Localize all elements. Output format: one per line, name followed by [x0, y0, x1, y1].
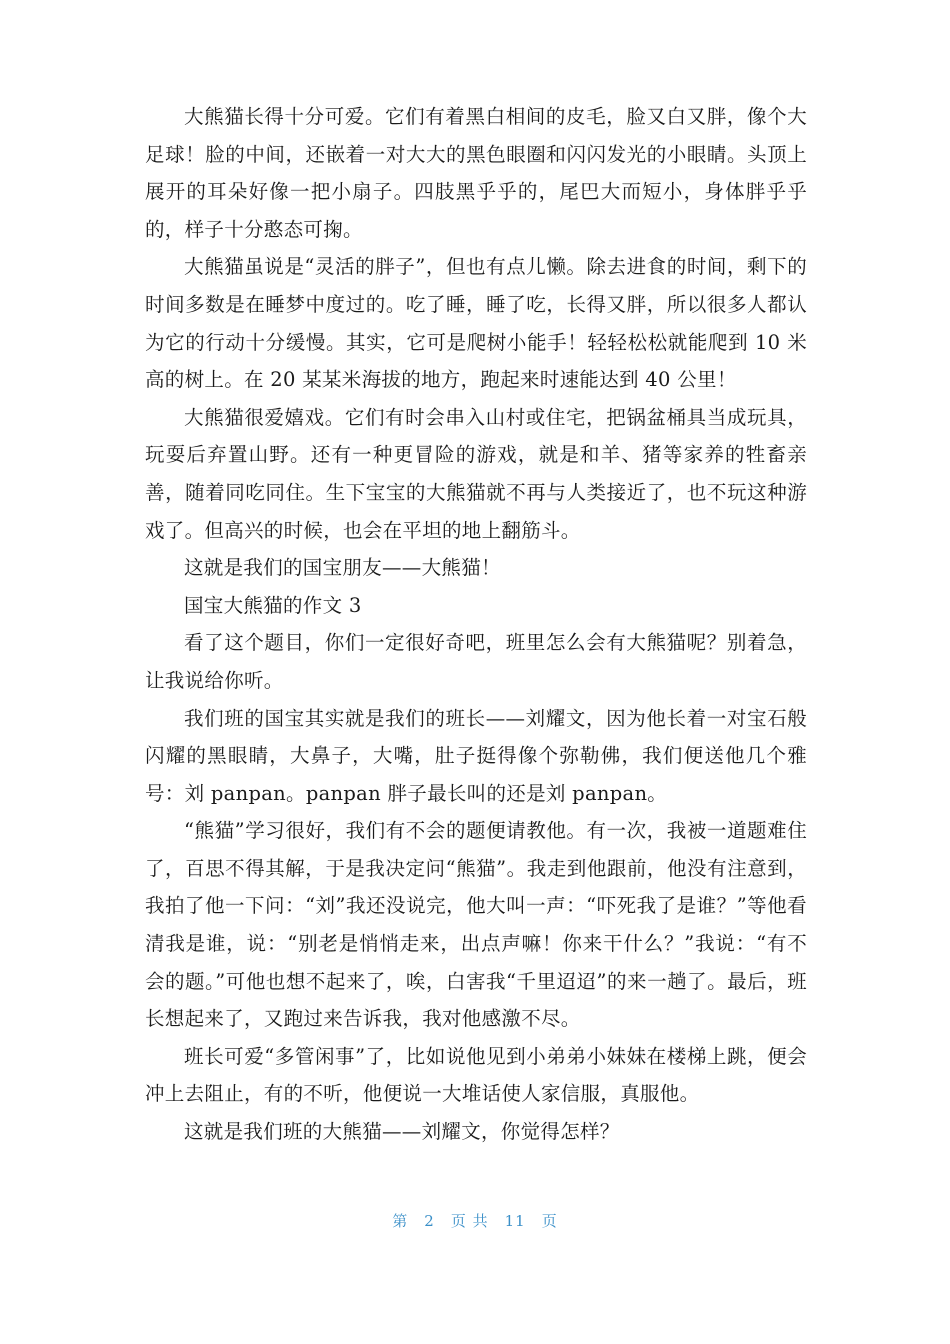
paragraph: 这就是我们班的大熊猫——刘耀文，你觉得怎样？	[184, 1120, 620, 1144]
paragraph: 大熊猫很爱嬉戏。它们有时会串入山村或住宅，把锅盆桶具当成玩具，玩耍后弃置山野。还有一种更冒险的游戏，就是和羊、猪等家养的牲畜亲善，随着同吃同住。生下宝宝的大熊猫就不再与人类接近了，也不玩这种游戏了。但高兴的时候，也会在平坦的地上翻筋斗。	[145, 405, 807, 542]
paragraph: 看了这个题目，你们一定很好奇吧，班里怎么会有大熊猫呢？别着急，让我说给你听。	[145, 631, 807, 692]
paragraph: 这就是我们的国宝朋友——大熊猫！	[184, 556, 501, 580]
footer-current-page: 2	[424, 1212, 435, 1230]
footer-total-pages: 11	[504, 1212, 526, 1230]
paragraph: 大熊猫虽说是“灵活的胖子”，但也有点儿懒。除去进食的时间，剩下的时间多数是在睡梦中度过的。吃了睡，睡了吃，长得又胖，所以很多人都认为它的行动十分缓慢。其实，它可是爬树小能手！轻轻松松就能爬到 10 米高的树上。在 20 某某米海拔的地方，跑起来时速能达到 40 公里！	[145, 255, 807, 392]
paragraph: 大熊猫长得十分可爱。它们有着黑白相间的皮毛，脸又白又胖，像个大足球！脸的中间，还嵌着一对大大的黑色眼圈和闪闪发光的小眼睛。头顶上展开的耳朵好像一把小扇子。四肢黑乎乎的，尾巴大而短小，身体胖乎乎的，样子十分憨态可掬。	[145, 105, 807, 241]
paragraph: 我们班的国宝其实就是我们的班长——刘耀文，因为他长着一对宝石般闪耀的黑眼睛，大鼻子，大嘴，肚子挺得像个弥勒佛，我们便送他几个雅号：刘 panpan。panpan 胖子最长叫的还是刘 panpan。	[145, 706, 807, 805]
paragraph: “熊猫”学习很好，我们有不会的题便请教他。有一次，我被一道题难住了，百思不得其解，于是我决定问“熊猫”。我走到他跟前，他没有注意到，我拍了他一下问：“刘”我还没说完，他大叫一声：“吓死我了是谁？”等他看清我是谁，说：“别老是悄悄走来，出点声嘛！你来干什么？”我说：“有不会的题。”可他也想不起来了，唉，白害我“千里迢迢”的来一趟了。最后，班长想起来了，又跑过来告诉我，我对他感激不尽。	[145, 819, 807, 1031]
document-body	[145, 98, 807, 1151]
page-footer	[0, 1210, 950, 1231]
section-heading: 国宝大熊猫的作文 3	[184, 593, 362, 617]
footer-label-page: 第	[392, 1212, 409, 1230]
footer-label-end: 页	[541, 1212, 558, 1230]
paragraph: 班长可爱“多管闲事”了，比如说他见到小弟弟小妹妹在楼梯上跳，便会冲上去阻止，有的不听，他便说一大堆话使人家信服，真服他。	[145, 1044, 807, 1106]
footer-label-of: 页 共	[450, 1212, 489, 1230]
